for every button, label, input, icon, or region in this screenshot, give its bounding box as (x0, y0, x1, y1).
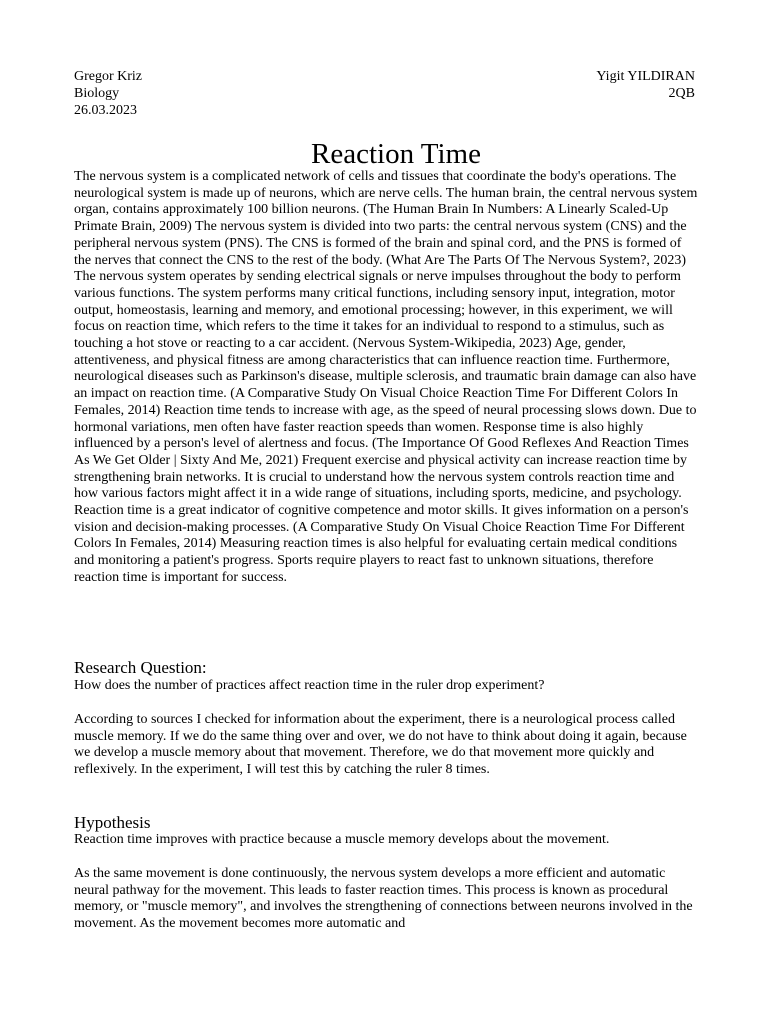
page-title: Reaction Time (311, 138, 481, 170)
author-name: Gregor Kriz (74, 69, 143, 84)
intro-paragraph: The nervous system is a complicated network of cells and tissues that coordinate the body's operations. The neurological system is made up of neurons, which are nerve cells. The human brain, the central nervous system organ, contains approximately 100 billion neurons. (The Human Brain In Numbers: A Linearly Scaled-Up Primate Brain, 2009) The nervous system is divided into two parts: the central nervous system (CNS) and the peripheral nervous system (PNS). The CNS is formed of the brain and spinal cord, and the PNS is formed of the nerves that connect the CNS to the rest of the body. (What Are The Parts Of The Nervous System?, 2023) The nervous system operates by sending electrical signals or nerve impulses throughout the body to perform various functions. The system performs many critical functions, including sensory input, integration, motor output, homeostasis, learning and memory, and emotional processing; however, in this experiment, we will focus on reaction time, which refers to the time it takes for an individual to respond to a stimulus, such as touching a hot stove or reacting to a car accident. (Nervous System-Wikipedia, 2023) Age, gender, attentiveness, and physical fitness are among characteristics that can influence reaction time. Furthermore, neurological diseases such as Parkinson's disease, multiple sclerosis, and traumatic brain damage can also have an impact on reaction time. (A Comparative Study On Visual Choice Reaction Time For Different Colors In Females, 2014) Reaction time tends to increase with age, as the speed of neural processing slows down. Due to hormonal variations, men often have faster reaction speeds than women. Response time is also highly influenced by a person's level of alertness and focus. (The Importance Of Good Reflexes And Reaction Times As We Get Older | Sixty And Me, 2021) Frequent exercise and physical activity can increase reaction time by strengthening brain networks. It is crucial to understand how the nervous system controls reaction time and how various factors might affect it in a wide range of situations, including sports, medicine, and psychology. Reaction time is a great indicator of cognitive competence and motor skills. It gives information on a person's vision and decision-making processes. (A Comparative Study On Visual Choice Reaction Time For Different Colors In Females, 2014) Measuring reaction times is also helpful for evaluating certain medical conditions and monitoring a patient's progress. Sports require players to react fast to unknown situations, therefore reaction time is important for success. (74, 169, 698, 585)
author-info (74, 68, 142, 119)
research-question-text: How does the number of practices affect reaction time in the ruler drop experiment? (74, 678, 545, 693)
hypothesis-heading: Hypothesis (74, 813, 151, 832)
subject: Biology (74, 86, 120, 101)
research-question-heading: Research Question: (74, 658, 207, 677)
date: 26.03.2023 (74, 103, 137, 118)
teacher-name: Yigit YILDIRAN (596, 69, 695, 84)
class-code: 2QB (668, 86, 695, 101)
hypothesis-statement: Reaction time improves with practice because a muscle memory develops about the movement. (74, 832, 610, 847)
hypothesis-paragraph: As the same movement is done continuously, the nervous system develops a more efficient and automatic neural pathway for the movement. This leads to faster reaction times. This process is known as procedural memory, or "muscle memory", and involves the strengthening of connections between neurons involved in the movement. As the movement becomes more automatic and (74, 866, 693, 932)
teacher-info (596, 68, 695, 102)
research-question-paragraph: According to sources I checked for information about the experiment, there is a neurological process called muscle memory. If we do the same thing over and over, we do not have to think about doing it again, because we develop a muscle memory about that movement. Therefore, we do that movement more quickly and reflexively. In the experiment, I will test this by catching the ruler 8 times. (74, 712, 687, 778)
